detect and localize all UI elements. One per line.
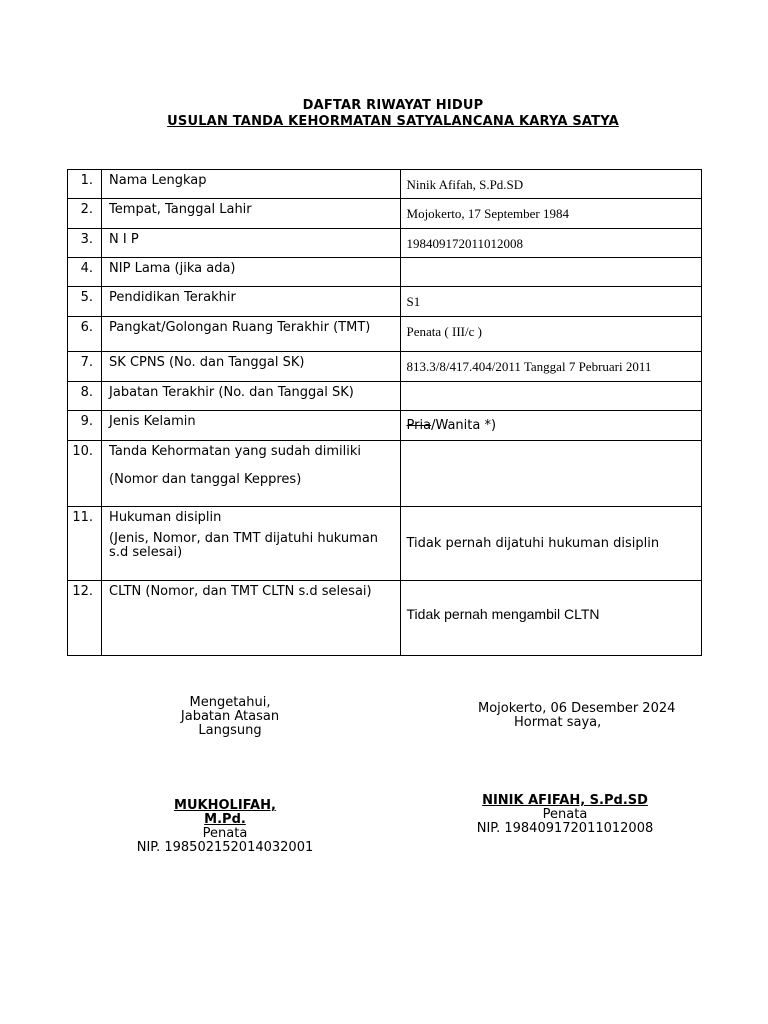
value-text: Mojokerto, 17 September 1984: [406, 206, 569, 221]
row-value: [400, 258, 701, 287]
row-value: [400, 170, 701, 199]
value-text: [407, 382, 701, 390]
position-label-2: Langsung: [198, 723, 262, 738]
value-text: Penata ( III/c ): [406, 324, 482, 339]
value-text: [407, 258, 701, 266]
left-signature-block: [150, 696, 310, 738]
row-number: 2.: [68, 199, 102, 229]
row-number: 8.: [68, 382, 102, 411]
row-number: 4.: [68, 258, 102, 287]
table-row: [68, 382, 702, 411]
table-row: [68, 507, 702, 581]
applicant-name: NINIK AFIFAH, S.Pd.SD: [482, 793, 648, 808]
value-text: 813.3/8/417.404/2011 Tanggal 7 Pebruari 2011: [406, 359, 652, 374]
struck-option: Pria: [406, 418, 432, 433]
acknowledge-label: Mengetahui,: [189, 695, 271, 710]
row-value: [400, 199, 701, 229]
table-row: [68, 258, 702, 287]
row-label: Pangkat/Golongan Ruang Terakhir (TMT): [102, 317, 400, 352]
row-value: [400, 229, 701, 258]
row-sublabel: (Nomor dan tanggal Keppres): [109, 472, 302, 487]
table-row: [68, 352, 702, 382]
row-label: NIP Lama (jika ada): [102, 258, 400, 287]
row-label: N I P: [102, 229, 400, 258]
biodata-table: [67, 169, 702, 656]
row-label: Nama Lengkap: [102, 170, 400, 199]
supervisor-name: MUKHOLIFAH,: [174, 798, 276, 813]
right-signer: [450, 794, 680, 836]
table-row: [68, 581, 702, 656]
table-row: [68, 441, 702, 507]
left-signer: [110, 799, 340, 855]
row-number: 1.: [68, 170, 102, 199]
row-label-cell: [102, 441, 400, 507]
row-number: 11.: [68, 507, 102, 581]
document-title: DAFTAR RIWAYAT HIDUP: [302, 98, 484, 113]
remaining-option: /Wanita *): [431, 418, 497, 433]
position-label: Jabatan Atasan: [180, 709, 280, 724]
row-value: [400, 507, 701, 581]
row-value: [400, 441, 701, 507]
row-label-cell: [102, 507, 400, 581]
supervisor-nip: NIP. 198502152014032001: [136, 840, 314, 855]
greeting: Hormat saya,: [514, 715, 602, 730]
row-number: 12.: [68, 581, 102, 656]
applicant-nip: NIP. 198409172011012008: [476, 821, 654, 836]
row-number: 3.: [68, 229, 102, 258]
value-text: 198409172011012008: [406, 236, 524, 251]
place-date: Mojokerto, 06 Desember 2024: [478, 701, 676, 716]
row-number: 9.: [68, 411, 102, 441]
supervisor-rank: Penata: [202, 826, 248, 841]
row-label: Jenis Kelamin: [102, 411, 400, 441]
applicant-rank: Penata: [542, 807, 588, 822]
table-row: [68, 411, 702, 441]
supervisor-degree: M.Pd.: [204, 812, 246, 827]
row-value: [400, 382, 701, 411]
row-number: 6.: [68, 317, 102, 352]
row-value: [400, 411, 701, 441]
row-sublabel: (Jenis, Nomor, dan TMT dijatuhi hukuman s.d selesai): [109, 531, 379, 560]
table-row: [68, 170, 702, 199]
document-subtitle: USULAN TANDA KEHORMATAN SATYALANCANA KARYA SATYA: [167, 114, 619, 129]
table-row: [68, 287, 702, 317]
value-text: [407, 411, 701, 433]
row-number: 7.: [68, 352, 102, 382]
row-label: Tanda Kehormatan yang sudah dimiliki: [109, 444, 362, 459]
row-value: [400, 352, 701, 382]
value-text: Ninik Afifah, S.Pd.SD: [406, 177, 524, 192]
table-row: [68, 317, 702, 352]
row-label: Jabatan Terakhir (No. dan Tanggal SK): [102, 382, 400, 411]
row-label: Tempat, Tanggal Lahir: [102, 199, 400, 229]
value-text: Tidak pernah mengambil CLTN: [406, 606, 600, 622]
right-signature-block: [470, 702, 700, 730]
table-row: [68, 229, 702, 258]
row-number: 5.: [68, 287, 102, 317]
row-value: [400, 581, 701, 656]
value-text: Tidak pernah dijatuhi hukuman disiplin: [406, 535, 660, 551]
row-label: CLTN (Nomor, dan TMT CLTN s.d selesai): [102, 581, 400, 656]
row-value: [400, 287, 701, 317]
row-number: 10.: [68, 441, 102, 507]
value-text: S1: [406, 294, 421, 309]
row-label: SK CPNS (No. dan Tanggal SK): [102, 352, 400, 382]
table-row: [68, 199, 702, 229]
row-label: Pendidikan Terakhir: [102, 287, 400, 317]
row-label: Hukuman disiplin: [109, 510, 222, 525]
row-value: [400, 317, 701, 352]
